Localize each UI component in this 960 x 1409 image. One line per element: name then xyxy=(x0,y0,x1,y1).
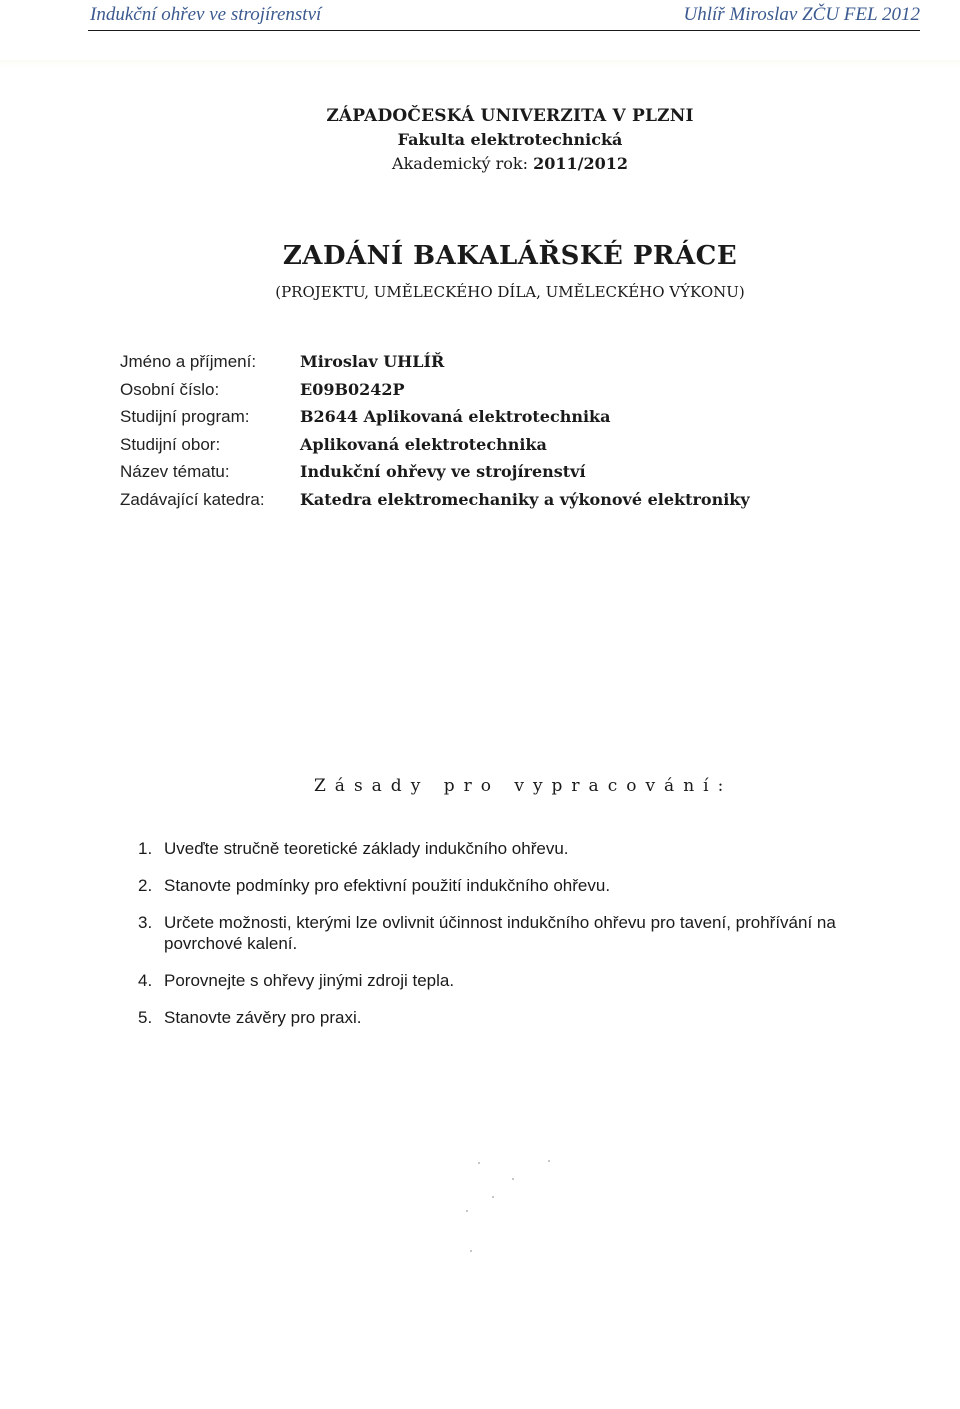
scan-speck xyxy=(492,1196,494,1198)
info-label: Zadávající katedra: xyxy=(120,489,265,509)
academic-year-label: Akademický rok: xyxy=(392,154,528,173)
scan-edge-tint xyxy=(0,60,960,68)
task-number: 1. xyxy=(138,839,153,858)
info-label: Osobní číslo: xyxy=(120,379,220,399)
header-left-title: Indukční ohřev ve strojírenství xyxy=(90,4,322,25)
info-value: Aplikovaná elektrotechnika xyxy=(300,434,547,454)
task-list xyxy=(138,838,898,1044)
scan-speck xyxy=(466,1210,468,1212)
task-text: Stanovte podmínky pro efektivní použití indukčního ohřevu. xyxy=(164,876,611,895)
task-number: 2. xyxy=(138,876,153,895)
list-item xyxy=(138,970,898,991)
scan-speck xyxy=(478,1162,480,1164)
info-value: B2644 Aplikovaná elektrotechnika xyxy=(300,407,611,426)
task-text: Stanovte závěry pro praxi. xyxy=(164,1008,362,1027)
info-value: Miroslav UHLÍŘ xyxy=(300,352,445,371)
list-item xyxy=(138,838,898,859)
header-right-author: Uhlíř Miroslav ZČU FEL 2012 xyxy=(683,4,920,25)
document-title: ZADÁNÍ BAKALÁŘSKÉ PRÁCE xyxy=(282,241,738,271)
info-label: Název tématu: xyxy=(120,462,230,481)
university-name: ZÁPADOČESKÁ UNIVERZITA V PLZNI xyxy=(326,106,694,126)
info-label: Studijní obor: xyxy=(120,434,221,454)
scan-speck xyxy=(470,1250,472,1252)
scan-speck xyxy=(548,1160,550,1162)
info-label: Studijní program: xyxy=(120,407,250,426)
task-number: 4. xyxy=(138,971,153,990)
info-label: Jméno a příjmení: xyxy=(120,352,257,371)
list-item xyxy=(138,912,898,954)
task-text: Uveďte stručně teoretické základy indukčního ohřevu. xyxy=(164,839,569,858)
academic-year xyxy=(0,154,960,173)
info-value: E09B0242P xyxy=(300,379,405,399)
running-header xyxy=(88,0,920,31)
info-value: Indukční ohřevy ve strojírenství xyxy=(300,462,586,481)
task-text: Porovnejte s ohřevy jinými zdroji tepla. xyxy=(164,971,455,990)
list-item xyxy=(138,1007,898,1028)
task-number: 5. xyxy=(138,1008,153,1027)
academic-year-value: 2011/2012 xyxy=(533,154,628,173)
principles-heading: Zásady pro vypracování: xyxy=(314,776,733,796)
list-item xyxy=(138,875,898,896)
task-text: Určete možnosti, kterými lze ovlivnit účinnost indukčního ohřevu pro tavení, prohřívání na povrchové kalení. xyxy=(164,913,836,953)
task-number: 3. xyxy=(138,913,153,932)
document-subtitle: (PROJEKTU, UMĚLECKÉHO DÍLA, UMĚLECKÉHO VÝKONU) xyxy=(275,283,745,301)
info-value: Katedra elektromechaniky a výkonové elektroniky xyxy=(300,489,750,509)
faculty-name: Fakulta elektrotechnická xyxy=(397,130,623,149)
scan-speck xyxy=(512,1178,514,1180)
